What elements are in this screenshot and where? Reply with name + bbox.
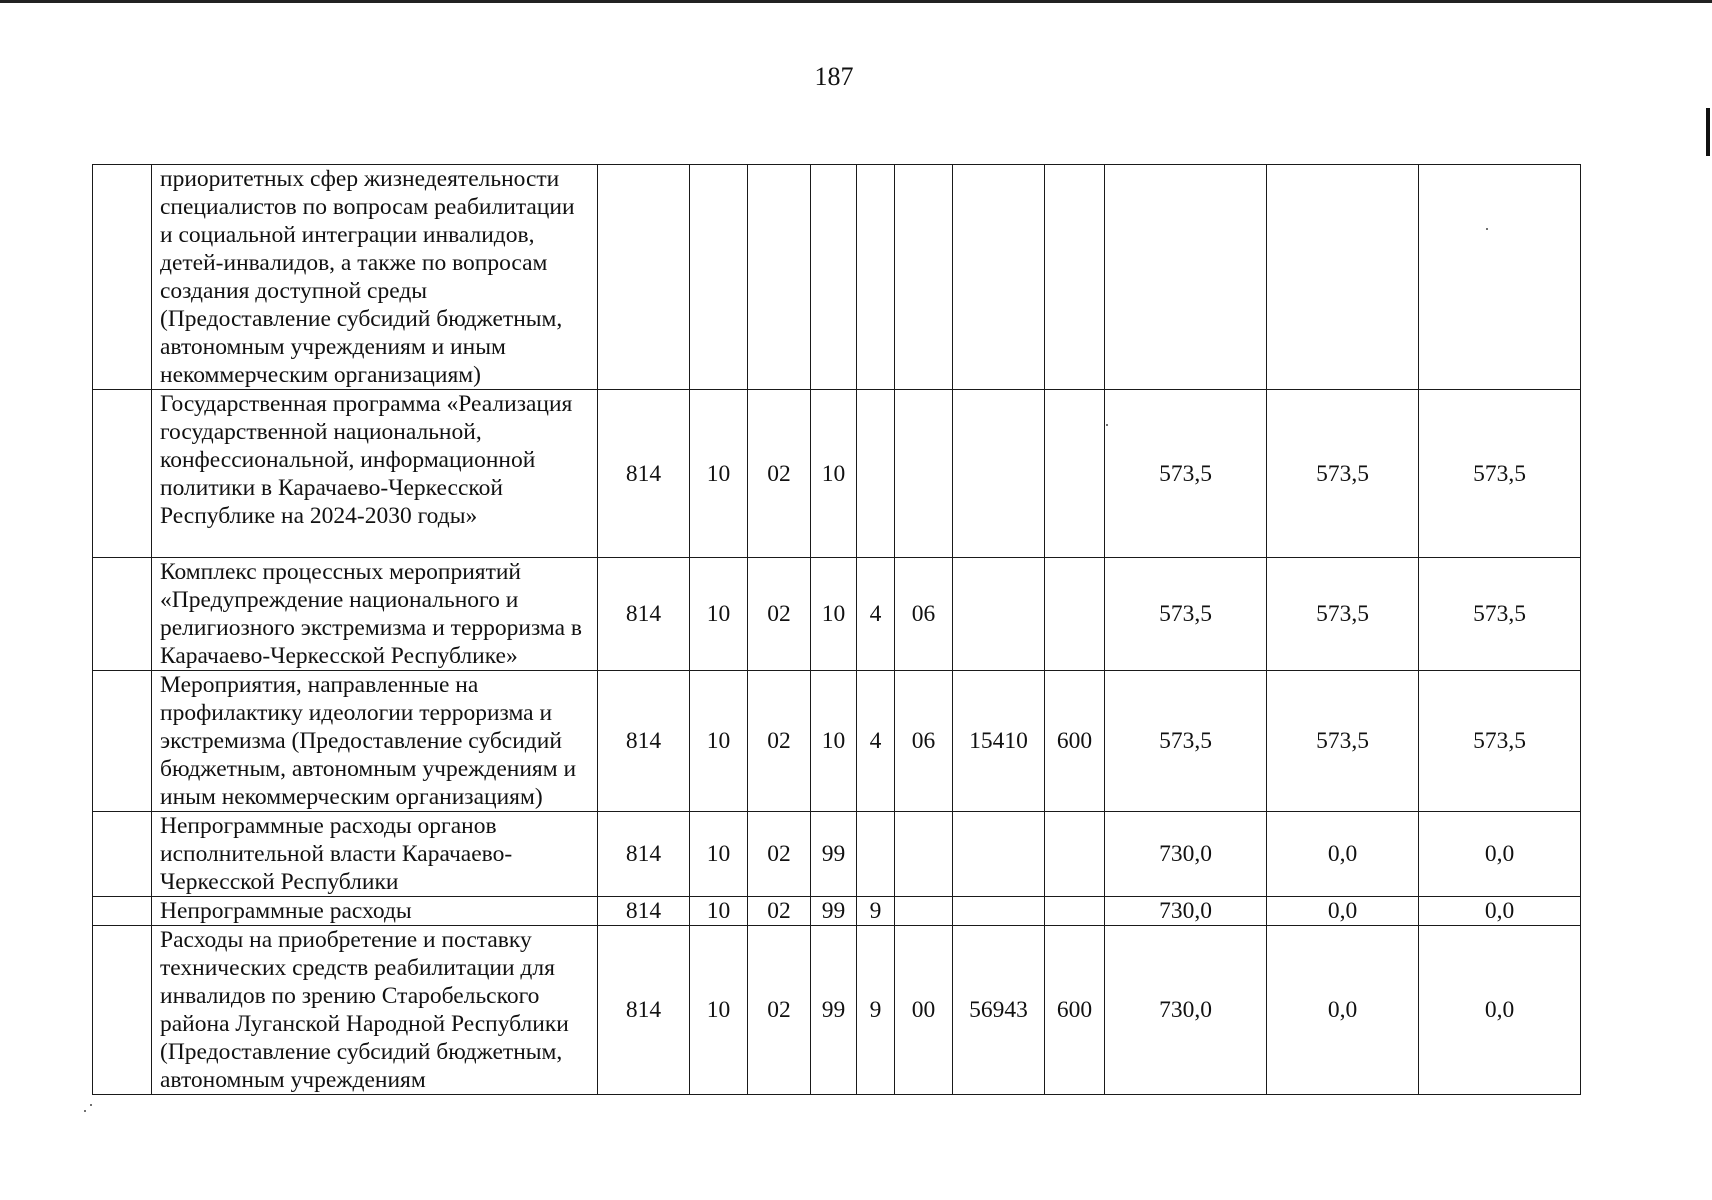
row-index-cell: [93, 671, 152, 812]
scan-speck: [84, 1110, 86, 1112]
event-code-cell: [895, 165, 953, 390]
razdel-cell: 10: [690, 671, 748, 812]
amount-year3-cell: 573,5: [1419, 390, 1581, 558]
amount-year3-cell: 573,5: [1419, 558, 1581, 671]
item-name-cell: Комплекс процессных мероприятий «Предупреждение национального и религиозного экстремизма и терроризма в Карачаево-Черкесской Республике»: [152, 558, 598, 671]
razdel-cell: 10: [690, 926, 748, 1095]
amount-year2-cell: 0,0: [1267, 926, 1419, 1095]
table-row: [93, 390, 1581, 558]
razdel-cell: [690, 165, 748, 390]
program-code-cell: 10: [811, 671, 857, 812]
table-row: [93, 558, 1581, 671]
expense-type-cell: [1045, 897, 1105, 926]
amount-year2-cell: [1267, 165, 1419, 390]
subprogram-code-cell: [857, 390, 895, 558]
item-name-cell: Непрограммные расходы органов исполнительной власти Карачаево-Черкесской Республики: [152, 812, 598, 897]
program-code-cell: [811, 165, 857, 390]
vedomstvo-cell: [598, 165, 690, 390]
podrazdel-cell: 02: [748, 897, 811, 926]
vedomstvo-cell: 814: [598, 897, 690, 926]
amount-year2-cell: 573,5: [1267, 558, 1419, 671]
budget-table: [92, 164, 1581, 1095]
scan-speck: [90, 1104, 92, 1106]
razdel-cell: 10: [690, 812, 748, 897]
program-code-cell: 99: [811, 897, 857, 926]
expense-type-cell: [1045, 558, 1105, 671]
program-code-cell: 10: [811, 558, 857, 671]
item-name-cell: Непрограммные расходы: [152, 897, 598, 926]
direction-code-cell: [953, 812, 1045, 897]
vedomstvo-cell: 814: [598, 812, 690, 897]
amount-year1-cell: 573,5: [1105, 558, 1267, 671]
event-code-cell: [895, 812, 953, 897]
podrazdel-cell: [748, 165, 811, 390]
razdel-cell: 10: [690, 897, 748, 926]
program-code-cell: 10: [811, 390, 857, 558]
amount-year3-cell: 0,0: [1419, 897, 1581, 926]
table-row: [93, 897, 1581, 926]
subprogram-code-cell: 9: [857, 926, 895, 1095]
event-code-cell: 00: [895, 926, 953, 1095]
expense-type-cell: [1045, 812, 1105, 897]
amount-year1-cell: 730,0: [1105, 897, 1267, 926]
direction-code-cell: [953, 558, 1045, 671]
subprogram-code-cell: 4: [857, 558, 895, 671]
razdel-cell: 10: [690, 558, 748, 671]
row-index-cell: [93, 897, 152, 926]
direction-code-cell: [953, 897, 1045, 926]
direction-code-cell: 56943: [953, 926, 1045, 1095]
amount-year3-cell: 0,0: [1419, 926, 1581, 1095]
amount-year3-cell: 573,5: [1419, 671, 1581, 812]
scan-top-border: [0, 0, 1712, 3]
podrazdel-cell: 02: [748, 926, 811, 1095]
direction-code-cell: 15410: [953, 671, 1045, 812]
expense-type-cell: [1045, 165, 1105, 390]
table-row: [93, 165, 1581, 390]
amount-year2-cell: 0,0: [1267, 897, 1419, 926]
amount-year1-cell: 573,5: [1105, 671, 1267, 812]
program-code-cell: 99: [811, 926, 857, 1095]
expense-type-cell: [1045, 390, 1105, 558]
amount-year1-cell: 573,5: [1105, 390, 1267, 558]
direction-code-cell: [953, 390, 1045, 558]
podrazdel-cell: 02: [748, 671, 811, 812]
item-name-cell: Государственная программа «Реализация государственной национальной, конфессиональной, информационной политики в Карачаево-Черкесской Республике на 2024-2030 годы»: [152, 390, 598, 558]
item-name-cell: Расходы на приобретение и поставку технических средств реабилитации для инвалидов по зрению Старобельского района Луганской Народной Республики (Предоставление субсидий бюджетным, автономным учреждениям: [152, 926, 598, 1095]
amount-year3-cell: 0,0: [1419, 812, 1581, 897]
event-code-cell: 06: [895, 558, 953, 671]
vedomstvo-cell: 814: [598, 671, 690, 812]
amount-year3-cell: [1419, 165, 1581, 390]
amount-year1-cell: 730,0: [1105, 812, 1267, 897]
amount-year2-cell: 573,5: [1267, 671, 1419, 812]
vedomstvo-cell: 814: [598, 390, 690, 558]
row-index-cell: [93, 558, 152, 671]
vedomstvo-cell: 814: [598, 558, 690, 671]
table-row: [93, 671, 1581, 812]
item-name-cell: Мероприятия, направленные на профилактику идеологии терроризма и экстремизма (Предоставление субсидий бюджетным, автономным учреждениям и иным некоммерческим организациям): [152, 671, 598, 812]
event-code-cell: 06: [895, 671, 953, 812]
amount-year2-cell: 0,0: [1267, 812, 1419, 897]
row-index-cell: [93, 165, 152, 390]
event-code-cell: [895, 390, 953, 558]
vedomstvo-cell: 814: [598, 926, 690, 1095]
subprogram-code-cell: 4: [857, 671, 895, 812]
podrazdel-cell: 02: [748, 558, 811, 671]
podrazdel-cell: 02: [748, 390, 811, 558]
table-row: [93, 926, 1581, 1095]
event-code-cell: [895, 897, 953, 926]
row-index-cell: [93, 926, 152, 1095]
scan-edge-mark: [1706, 108, 1710, 156]
item-name-cell: приоритетных сфер жизнедеятельности специалистов по вопросам реабилитации и социальной интеграции инвалидов, детей-инвалидов, а также по вопросам создания доступной среды (Предоставление субсидий бюджетным, автономным учреждениям и иным некоммерческим организациям): [152, 165, 598, 390]
table-row: [93, 812, 1581, 897]
amount-year1-cell: 730,0: [1105, 926, 1267, 1095]
expense-type-cell: 600: [1045, 926, 1105, 1095]
direction-code-cell: [953, 165, 1045, 390]
subprogram-code-cell: 9: [857, 897, 895, 926]
amount-year1-cell: [1105, 165, 1267, 390]
subprogram-code-cell: [857, 812, 895, 897]
subprogram-code-cell: [857, 165, 895, 390]
razdel-cell: 10: [690, 390, 748, 558]
row-index-cell: [93, 812, 152, 897]
program-code-cell: 99: [811, 812, 857, 897]
row-index-cell: [93, 390, 152, 558]
expense-type-cell: 600: [1045, 671, 1105, 812]
amount-year2-cell: 573,5: [1267, 390, 1419, 558]
podrazdel-cell: 02: [748, 812, 811, 897]
page-number: 187: [814, 62, 854, 91]
